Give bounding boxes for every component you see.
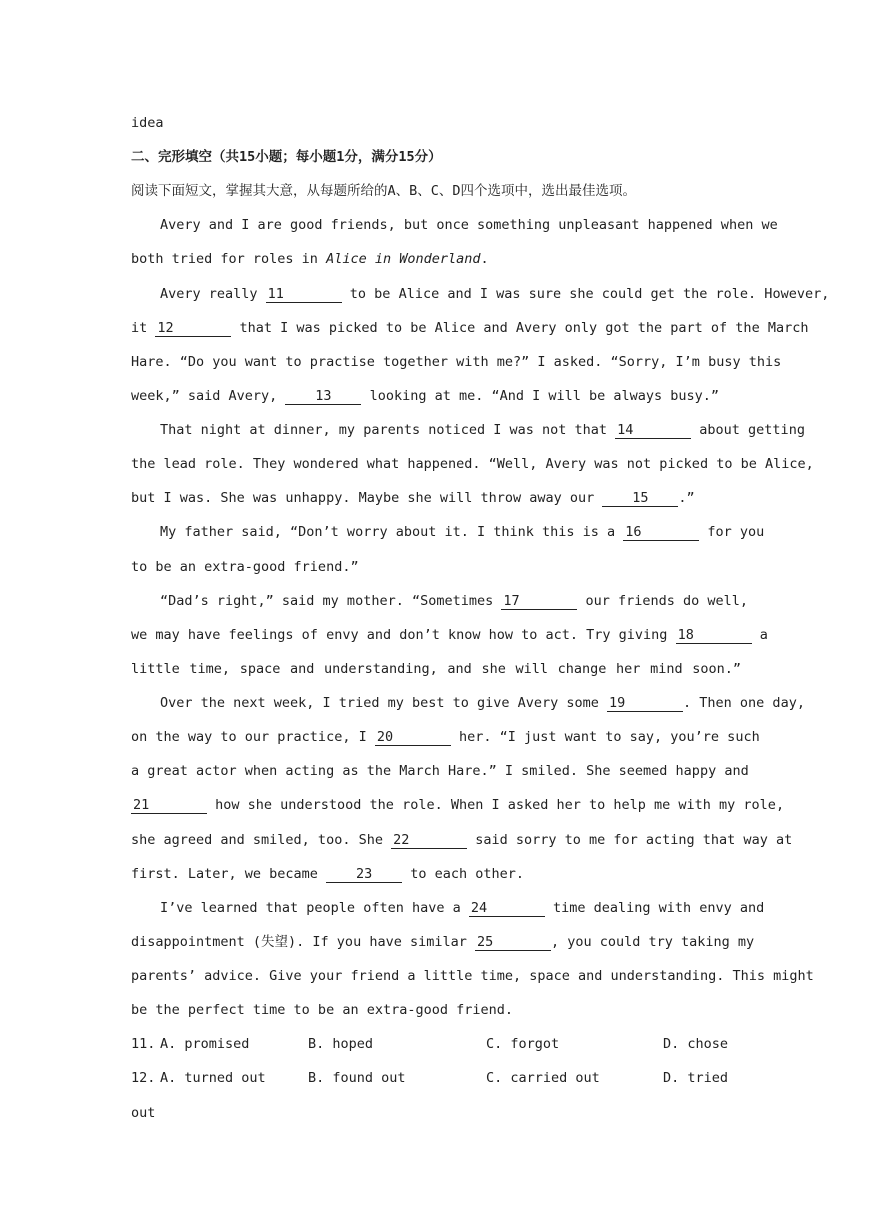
option-c: C. carried out [486,1070,600,1086]
option-b: B. hoped [308,1036,374,1052]
passage-line: to be an extra-good friend.” [131,559,359,575]
option-c: C. forgot [486,1036,560,1052]
blank-16: 16 [623,524,699,541]
blank-25: 25 [475,934,551,951]
section-heading: 二、完形填空（共15小题；每小题1分，满分15分） [131,149,442,165]
blank-21: 21 [131,797,207,814]
passage-line: disappointment (失望). If you have similar 25 , you could try taking my [131,934,755,950]
option-a: A. turned out [160,1070,266,1086]
passage-line: we may have feelings of envy and don’t know how to act. Try giving 18 a [131,627,768,643]
option-d: D. tried [663,1070,729,1086]
passage-line: she agreed and smiled, too. She 22 said sorry to me for acting that way at [131,832,793,848]
blank-24: 24 [469,900,545,917]
blank-18: 18 [676,627,752,644]
blank-22: 22 [391,832,467,849]
passage-line: but I was. She was unhappy. Maybe she will throw away our 15 .” [131,490,695,506]
passage-line: be the perfect time to be an extra-good friend. [131,1002,514,1018]
passage-line: Over the next week, I tried my best to give Avery some 19 . Then one day, [160,695,805,711]
option-a: A. promised [160,1036,250,1052]
passage-line: My father said, “Don’t worry about it. I think this is a 16 for you [160,524,765,540]
passage-line: little time, space and understanding, and she will change her mind soon.” [131,661,741,677]
passage-line: a great actor when acting as the March Hare.” I smiled. She seemed happy and [131,763,749,779]
blank-19: 19 [607,695,683,712]
passage-line: Hare. “Do you want to practise together with me?” I asked. “Sorry, I’m busy this [131,354,782,370]
passage-line: it 12 that I was picked to be Alice and Avery only got the part of the March [131,320,809,336]
passage-line: Avery and I are good friends, but once something unpleasant happened when we [160,217,778,233]
passage-line: I’ve learned that people often have a 24 time dealing with envy and [160,900,765,916]
passage-line: the lead role. They wondered what happened. “Well, Avery was not picked to be Alice, [131,456,814,472]
blank-20: 20 [375,729,451,746]
book-title: Alice in Wonderland [326,251,481,267]
passage-line: parents’ advice. Give your friend a little time, space and understanding. This might [131,968,814,984]
blank-13: 13 [285,388,361,405]
passage-line: 21 how she understood the role. When I asked her to help me with my role, [133,797,785,813]
blank-23: 23 [326,866,402,883]
passage-line: first. Later, we became 23 to each other. [131,866,524,882]
passage-line: That night at dinner, my parents noticed I was not that 14 about getting [160,422,805,438]
passage-line: both tried for roles in Alice in Wonderland. [131,251,489,267]
option-d-wrap: out [131,1105,156,1121]
option-b: B. found out [308,1070,406,1086]
passage-line: week,” said Avery, 13 looking at me. “And I will be always busy.” [131,388,720,404]
option-d: D. chose [663,1036,729,1052]
blank-12: 12 [155,320,231,337]
passage-line: Avery really 11 to be Alice and I was sure she could get the role. However, [160,286,830,302]
continued-word: idea [131,115,164,131]
blank-11: 11 [266,286,342,303]
blank-17: 17 [501,593,577,610]
question-number: 11. [131,1036,156,1052]
question-number: 12. [131,1070,156,1086]
blank-15: 15 [602,490,678,507]
passage-line: “Dad’s right,” said my mother. “Sometimes 17 our friends do well, [160,593,749,609]
blank-14: 14 [615,422,691,439]
section-instruction: 阅读下面短文，掌握其大意，从每题所给的A、B、C、D四个选项中，选出最佳选项。 [131,183,637,199]
passage-line: on the way to our practice, I 20 her. “I just want to say, you’re such [131,729,760,745]
